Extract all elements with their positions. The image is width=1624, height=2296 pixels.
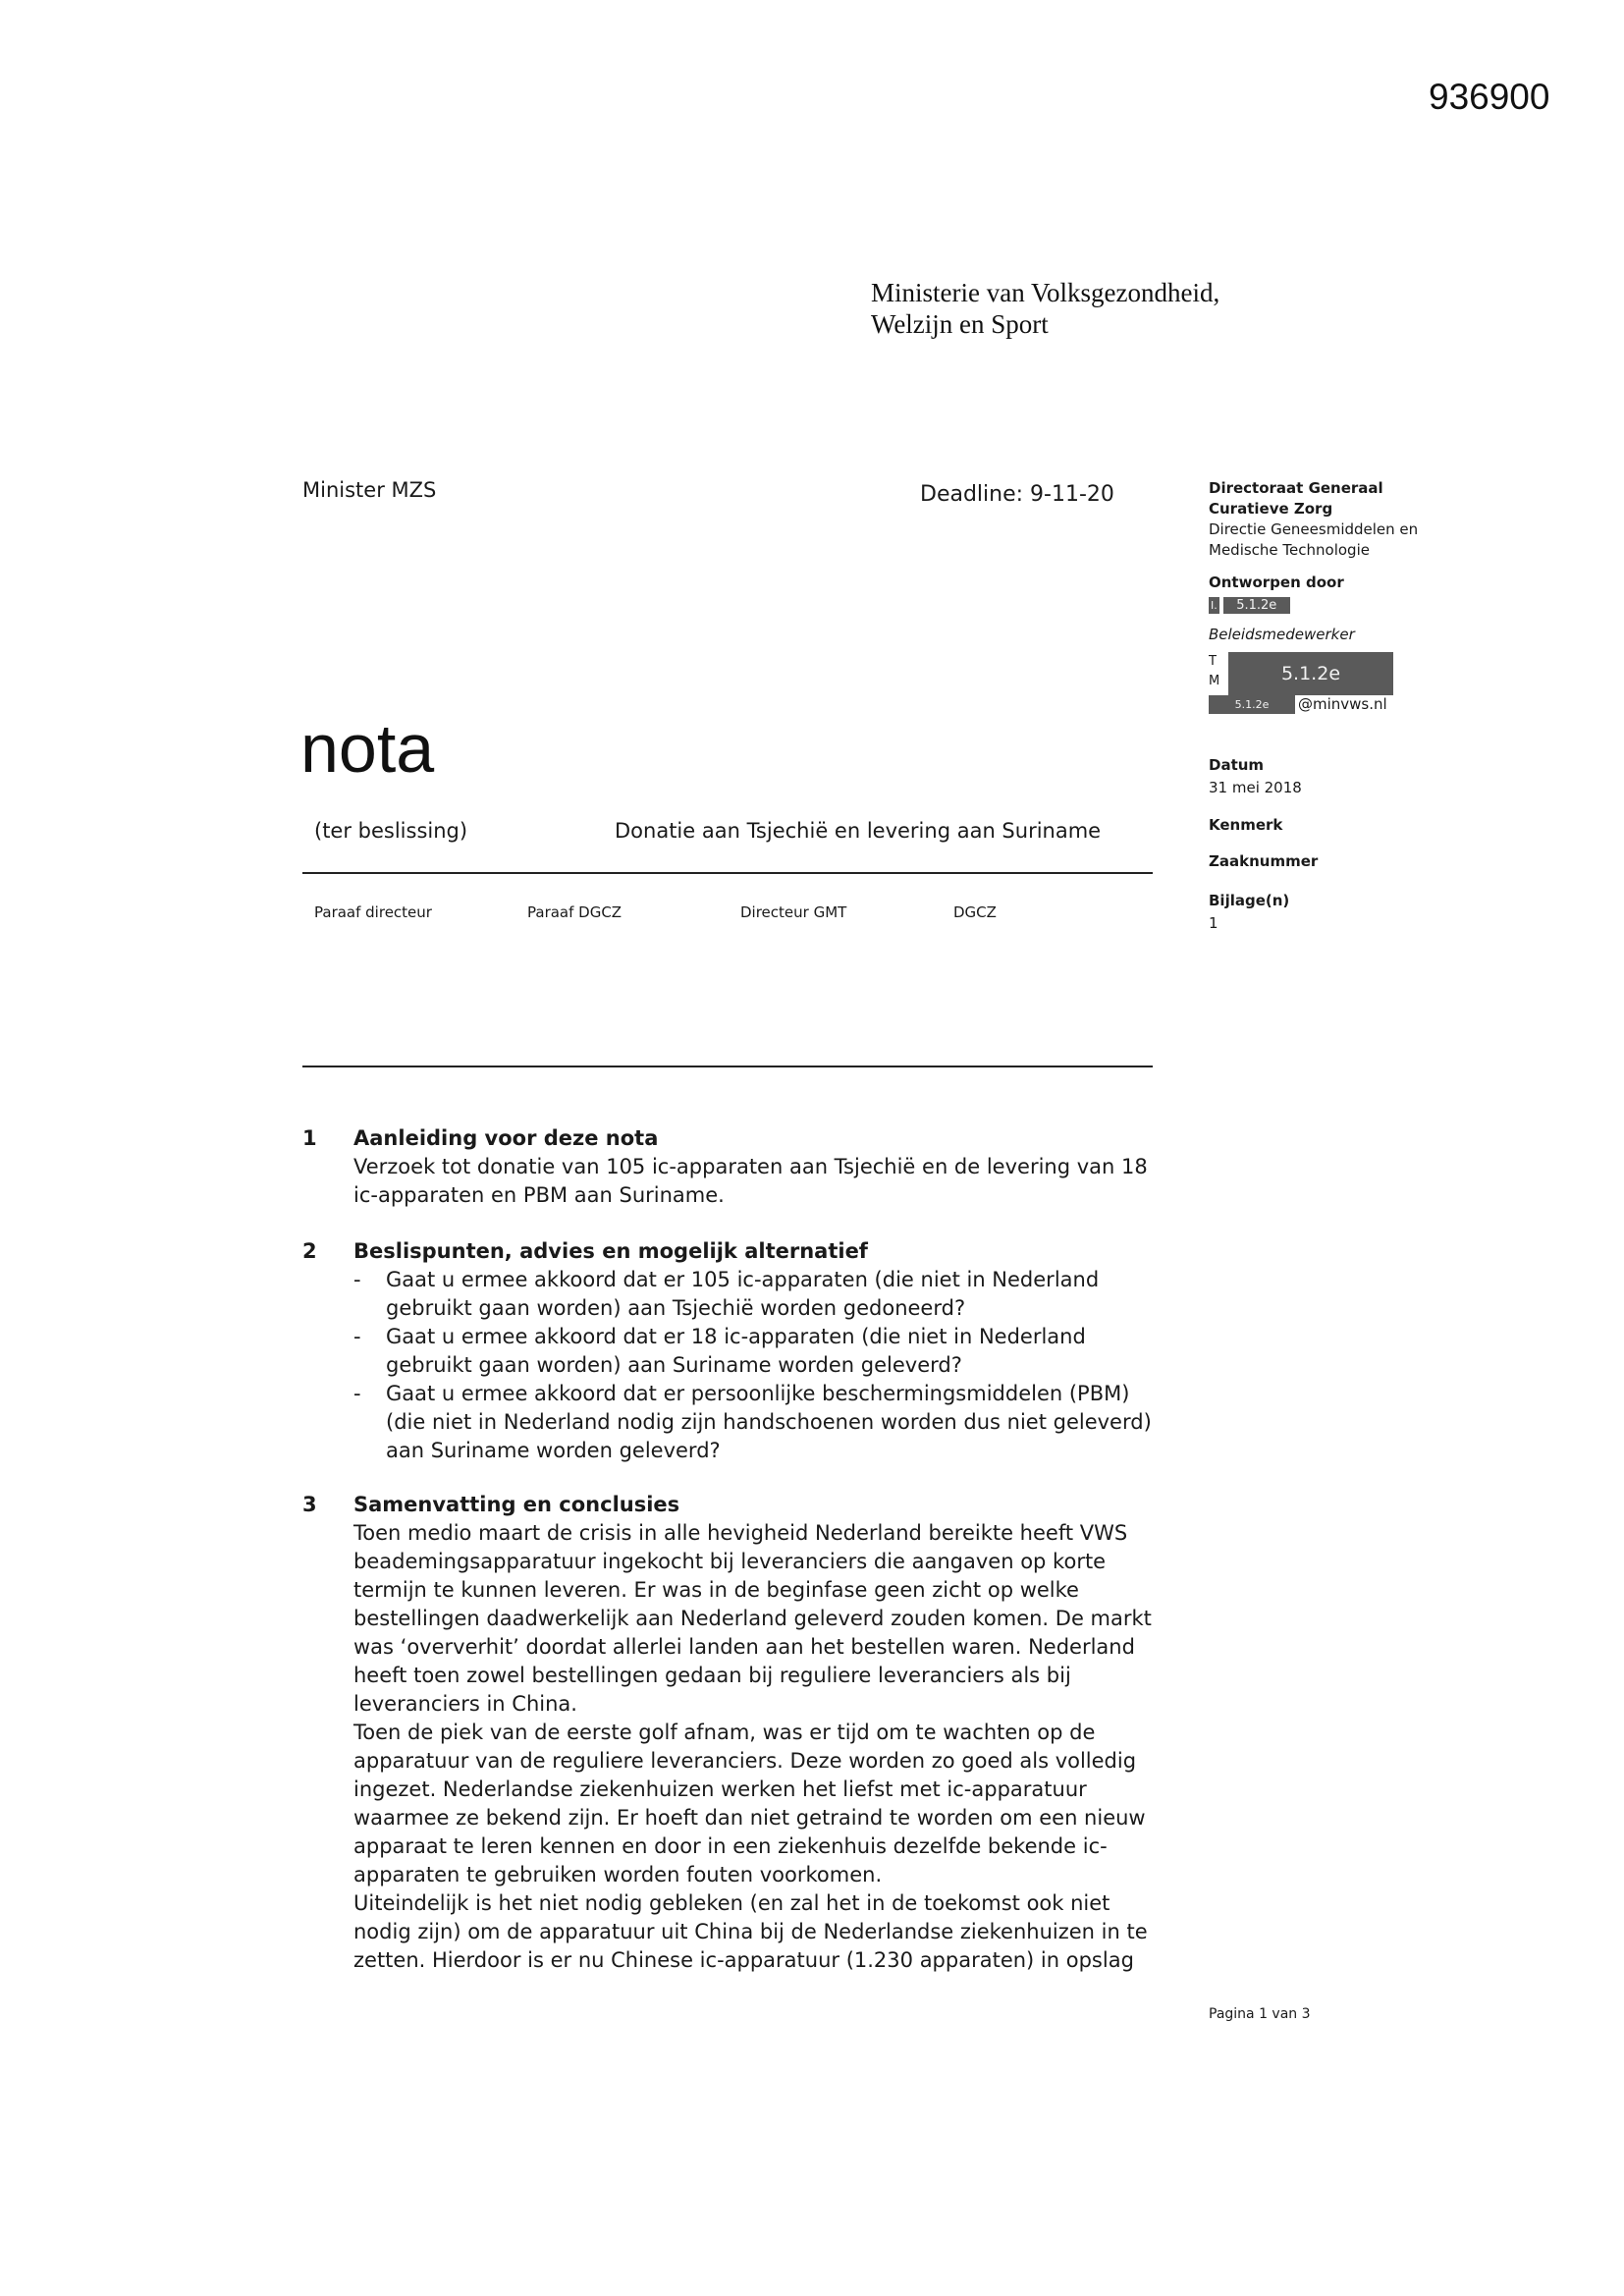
section-heading: Samenvatting en conclusies (353, 1493, 680, 1516)
section-2 (302, 1237, 1186, 1465)
datum-label: Datum (1209, 756, 1265, 774)
section-1 (302, 1124, 1186, 1210)
ministry-name (871, 277, 1219, 340)
section-number: 2 (302, 1239, 317, 1263)
email-domain: @minvws.nl (1298, 695, 1387, 713)
section-line: apparaat te leren kennen en door in een ziekenhuis dezelfde bekende ic- (353, 1834, 1108, 1858)
section-heading: Beslispunten, advies en mogelijk alternatief (353, 1239, 868, 1263)
section-line: termijn te kunnen leveren. Er was in de beginfase geen zicht op welke (353, 1578, 1079, 1602)
list-item (353, 1380, 1186, 1465)
bullet-line: gebruikt gaan worden) aan Tsjechië worden gedoneerd? (386, 1296, 966, 1320)
ministry-line-2: Welzijn en Sport (871, 309, 1049, 339)
decision-list (353, 1266, 1186, 1465)
contact-redacted: 5.1.2e (1228, 652, 1393, 695)
dg-line-2: Curatieve Zorg (1209, 500, 1333, 518)
section-heading: Aanleiding voor deze nota (353, 1126, 659, 1150)
directie-line-2: Medische Technologie (1209, 541, 1370, 559)
section-line: waarmee ze bekend zijn. Er hoeft dan niet getraind te worden om een nieuw (353, 1806, 1146, 1830)
section-line: Uiteindelijk is het niet nodig gebleken (en zal het in de toekomst ook niet (353, 1891, 1110, 1915)
section-line: Verzoek tot donatie van 105 ic-apparaten aan Tsjechië en de levering van 18 (353, 1155, 1148, 1178)
paraaf-directeur: Paraaf directeur (314, 903, 432, 921)
section-line: ingezet. Nederlandse ziekenhuizen werken het liefst met ic-apparatuur (353, 1777, 1087, 1801)
datum-value: 31 mei 2018 (1209, 779, 1302, 796)
bullet-line: aan Suriname worden geleverd? (386, 1439, 721, 1462)
addressee: Minister MZS (302, 478, 437, 502)
author-block (1209, 573, 1355, 645)
ontworpen-label: Ontworpen door (1209, 574, 1344, 591)
bijlage-value: 1 (1209, 914, 1218, 932)
sender-block (1209, 478, 1418, 561)
email-redacted: 5.1.2e (1209, 695, 1295, 714)
section-line: beademingsapparatuur ingekocht bij leveranciers die aangaven op korte (353, 1550, 1107, 1573)
bullet-line: Gaat u ermee akkoord dat er persoonlijke beschermingsmiddelen (PBM) (386, 1382, 1130, 1405)
bullet-line: Gaat u ermee akkoord dat er 18 ic-apparaten (die niet in Nederland (386, 1325, 1086, 1348)
kenmerk-label: Kenmerk (1209, 816, 1283, 834)
datum-block (1209, 755, 1302, 798)
bullet-line: gebruikt gaan worden) aan Suriname worden geleverd? (386, 1353, 962, 1377)
section-3 (302, 1491, 1186, 1975)
ministry-line-1: Ministerie van Volksgezondheid, (871, 278, 1220, 307)
bullet-dash: - (353, 1325, 361, 1348)
document-number: 936900 (1429, 77, 1550, 117)
divider-bottom (302, 1066, 1153, 1067)
dg-line-1: Directoraat Generaal (1209, 479, 1383, 497)
mobile-label: M (1209, 674, 1220, 688)
subject: Donatie aan Tsjechië en levering aan Suriname (615, 819, 1102, 843)
author-initial: I. (1211, 599, 1218, 612)
contact-block (1209, 652, 1395, 721)
section-line: zetten. Hierdoor is er nu Chinese ic-apparatuur (1.230 apparaten) in opslag (353, 1948, 1134, 1972)
deadline: Deadline: 9-11-20 (920, 482, 1114, 507)
section-line: bestellingen daadwerkelijk aan Nederland geleverd zouden komen. De markt (353, 1607, 1152, 1630)
author-role: Beleidsmedewerker (1209, 626, 1355, 643)
page-footer: Pagina 1 van 3 (1209, 2006, 1311, 2022)
author-redacted: 5.1.2e (1223, 597, 1290, 614)
bijlage-label: Bijlage(n) (1209, 892, 1290, 909)
section-line: was ‘oververhit’ doordat allerlei landen aan het bestellen waren. Nederland (353, 1635, 1135, 1659)
list-item (353, 1266, 1186, 1323)
nota-kind: (ter beslissing) (314, 819, 468, 843)
section-line: heeft toen zowel bestellingen gedaan bij reguliere leveranciers als bij (353, 1664, 1071, 1687)
document-type: nota (300, 710, 435, 787)
zaaknummer-label: Zaaknummer (1209, 852, 1319, 870)
phone-label: T (1209, 654, 1217, 669)
section-line: apparatuur van de reguliere leveranciers. Deze worden zo goed als volledig (353, 1749, 1137, 1773)
section-line: Toen medio maart de crisis in alle hevigheid Nederland bereikte heeft VWS (353, 1521, 1128, 1545)
section-number: 3 (302, 1493, 317, 1516)
directie-line-1: Directie Geneesmiddelen en (1209, 520, 1419, 538)
paraaf-dgcz-2: DGCZ (953, 903, 997, 921)
section-line: nodig zijn) om de apparatuur uit China bij de Nederlandse ziekenhuizen in te (353, 1920, 1148, 1943)
section-line: Toen de piek van de eerste golf afnam, was er tijd om te wachten op de (353, 1721, 1096, 1744)
bullet-dash: - (353, 1268, 361, 1291)
paraaf-dgcz: Paraaf DGCZ (527, 903, 623, 921)
bijlage-block (1209, 891, 1289, 934)
divider-top (302, 872, 1153, 874)
bullet-dash: - (353, 1382, 361, 1405)
list-item (353, 1323, 1186, 1380)
section-line: apparaten te gebruiken worden fouten voorkomen. (353, 1863, 883, 1886)
section-line: leveranciers in China. (353, 1692, 577, 1716)
bullet-line: (die niet in Nederland nodig zijn handschoenen worden dus niet geleverd) (386, 1410, 1152, 1434)
section-number: 1 (302, 1126, 317, 1150)
section-line: ic-apparaten en PBM aan Suriname. (353, 1183, 725, 1207)
paraaf-directeur-gmt: Directeur GMT (740, 903, 847, 921)
bullet-line: Gaat u ermee akkoord dat er 105 ic-apparaten (die niet in Nederland (386, 1268, 1100, 1291)
